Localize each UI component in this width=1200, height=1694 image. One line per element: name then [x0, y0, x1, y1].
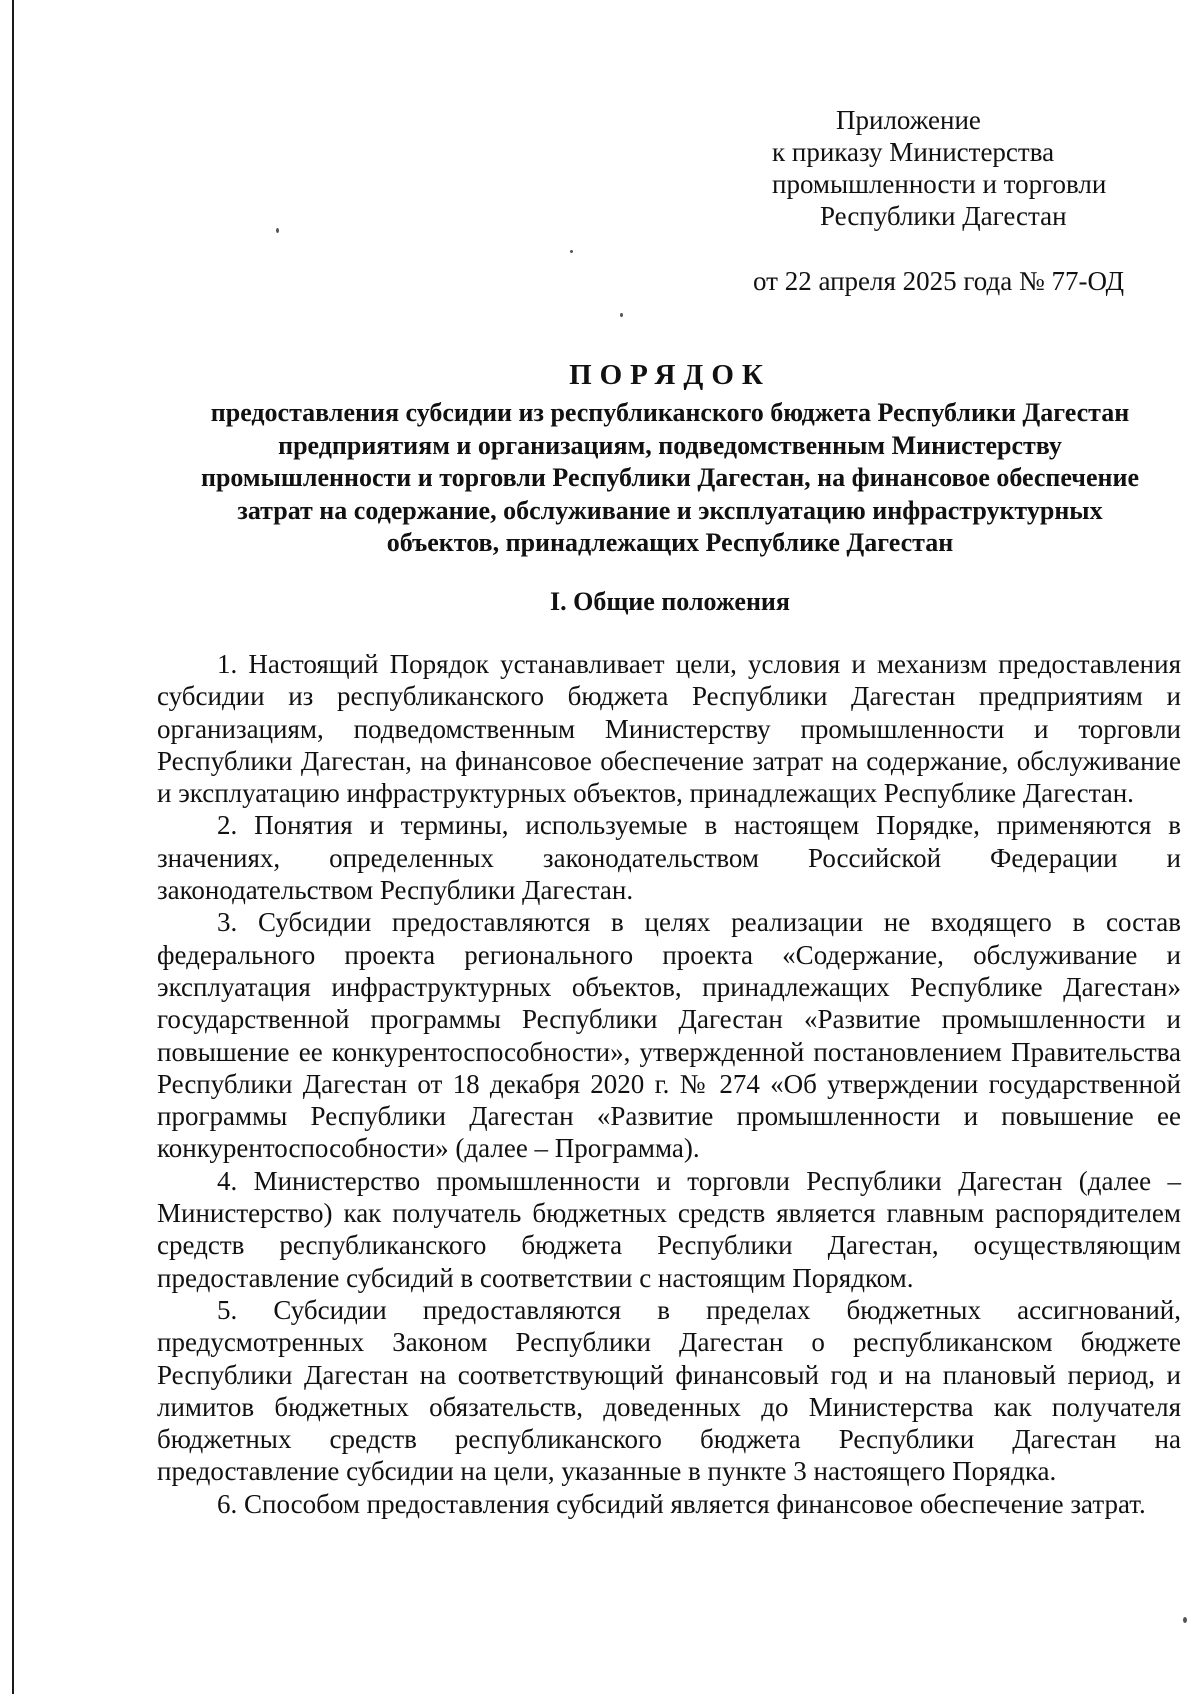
order-date: от 22 апреля 2025 года № 77-ОД	[753, 266, 1125, 296]
title-subtitle	[150, 397, 1190, 560]
scan-speck	[620, 313, 623, 317]
scan-speck	[276, 228, 279, 233]
paragraph: 4. Министерство промышленности и торговли Республики Дагестан (далее – Министерство) как получатель бюджетных средств является главным распорядителем средств республиканского бюджета Республики Дагестан, осуществляющим предоставление субсидий в соответствии с настоящим Порядком.	[157, 1165, 1181, 1293]
scan-edge-line	[12, 0, 14, 1694]
scan-speck	[570, 250, 573, 253]
appendix-line: к приказу Министерства	[772, 137, 1055, 167]
section-body	[157, 648, 1181, 1520]
title-subtitle-line: объектов, принадлежащих Республике Дагестан	[386, 528, 954, 557]
title-subtitle-line: предприятиям и организациям, подведомственным Министерству	[278, 430, 1062, 460]
scan-speck	[1183, 1617, 1187, 1623]
title-subtitle-line: затрат на содержание, обслуживание и эксплуатацию инфраструктурных	[237, 495, 1103, 525]
section-heading: I. Общие положения	[550, 587, 790, 616]
paragraph: 6. Способом предоставления субсидий является финансовое обеспечение затрат.	[217, 1488, 1146, 1519]
title-subtitle-line: предоставления субсидии из республиканского бюджета Республики Дагестан	[210, 398, 1130, 427]
appendix-line: Приложение	[836, 105, 981, 135]
appendix-line: Республики Дагестан	[820, 201, 1067, 231]
paragraph: 3. Субсидии предоставляются в целях реализации не входящего в состав федерального проекта регионального проекта «Содержание, обслуживание и эксплуатация инфраструктурных объектов, принадлежащих Республике Дагестан» государственной программы Республики Дагестан «Развитие промышленности и повышение ее конкурентоспособности», утвержденной постановлением Правительства Республики Дагестан от 18 декабря 2020 г. № 274 «Об утверждении государственной программы Республики Дагестан «Развитие промышленности и повышение ее конкурентоспособности» (далее – Программа).	[157, 907, 1181, 1164]
paragraph: 5. Субсидии предоставляются в пределах бюджетных ассигнований, предусмотренных Законом Республики Дагестан о республиканском бюджете Республики Дагестан на соответствующий финансовый год и на плановый период, и лимитов бюджетных обязательств, доведенных до Министерства как получателя бюджетных средств республиканского бюджета Республики Дагестан на предоставление субсидии на цели, указанные в пункте 3 настоящего Порядка.	[157, 1294, 1181, 1487]
paragraph: 2. Понятия и термины, используемые в настоящем Порядке, применяются в значениях, определенных законодательством Российской Федерации и законодательством Республики Дагестан.	[157, 810, 1181, 906]
document-title	[150, 355, 1190, 560]
paragraph: 1. Настоящий Порядок устанавливает цели, условия и механизм предоставления субсидии из республиканского бюджета Республики Дагестан предприятиям и организациям, подведомственным Министерству промышленности и торговли Республики Дагестан, на финансовое обеспечение затрат на содержание, обслуживание и эксплуатацию инфраструктурных объектов, принадлежащих Республике Дагестан.	[157, 649, 1181, 809]
title-main: ПОРЯДОК	[569, 359, 771, 391]
title-subtitle-line: промышленности и торговли Республики Дагестан, на финансовое обеспечение	[200, 463, 1140, 492]
appendix-line: промышленности и торговли	[772, 169, 1107, 199]
appendix-header	[700, 104, 1190, 297]
